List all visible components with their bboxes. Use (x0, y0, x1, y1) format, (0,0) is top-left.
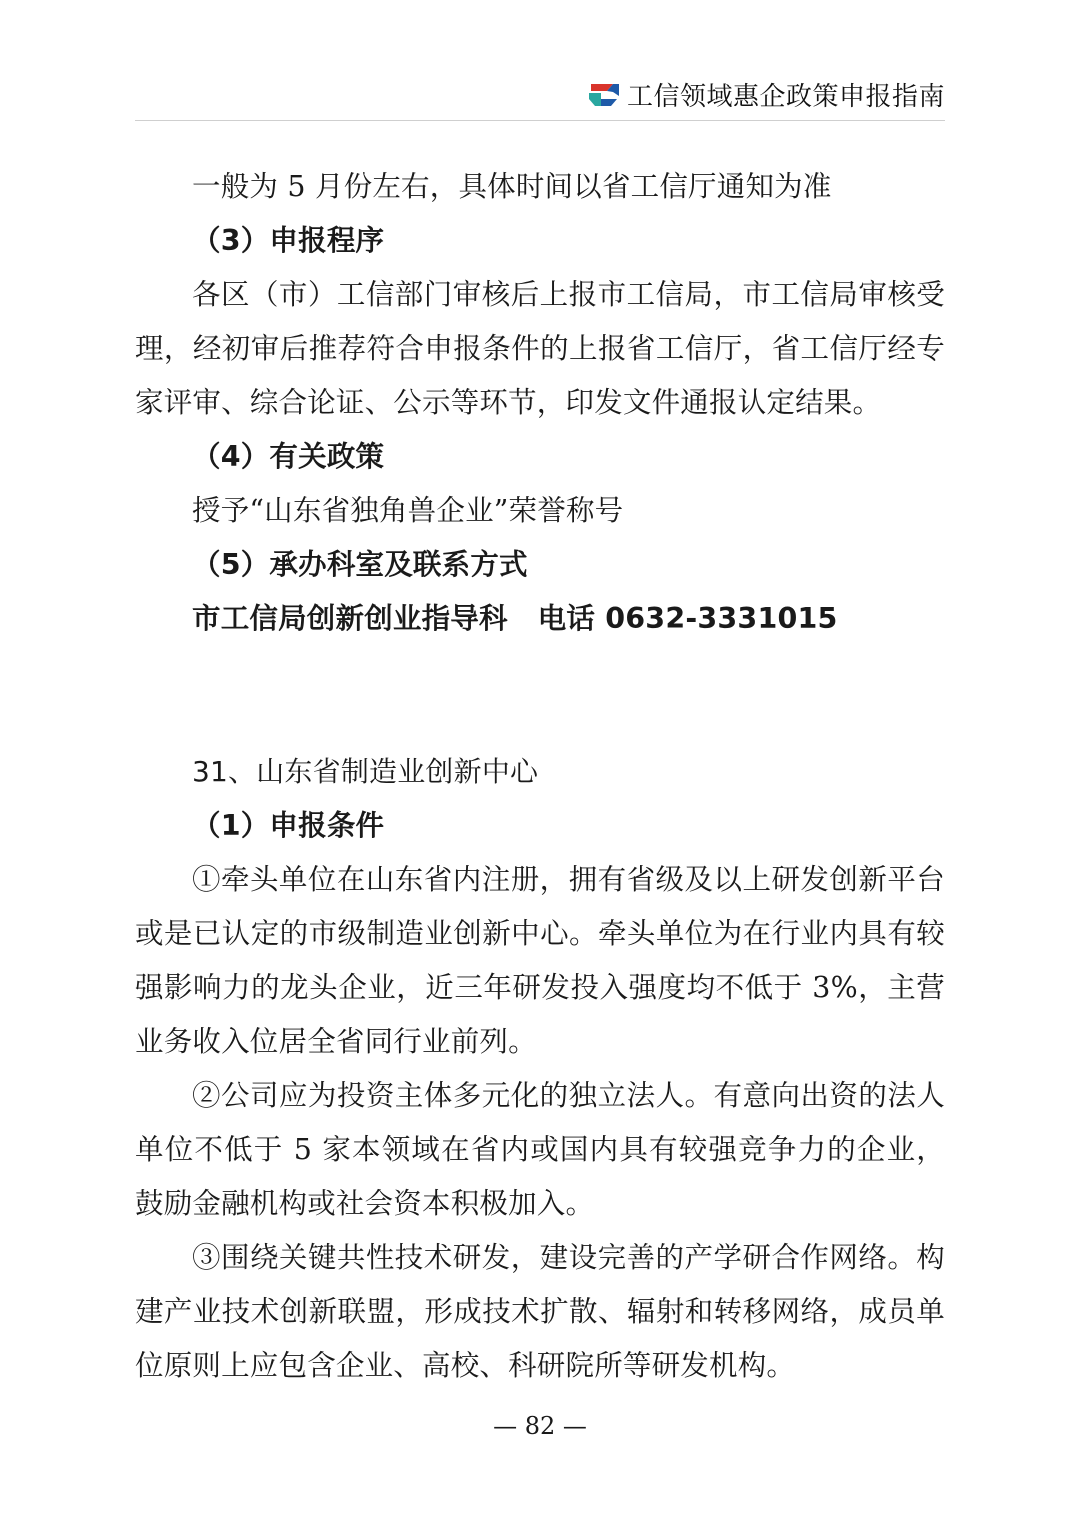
page-body (135, 160, 945, 1393)
item-title: 31、山东省制造业创新中心 (192, 755, 539, 788)
condition-paragraph: ①牵头单位在山东省内注册，拥有省级及以上研发创新平台或是已认定的市级制造业创新中心。牵头单位为在行业内具有较强影响力的龙头企业，近三年研发投入强度均不低于 3%，主营业务收入位居全省同行业前列。 (135, 863, 945, 1058)
page-number: — 82 — (493, 1412, 587, 1440)
contact-phone: 电话 0632-3331015 (537, 602, 838, 635)
body-line: 一般为 5 月份左右，具体时间以省工信厅通知为准 (192, 170, 832, 203)
section-heading: （3）申报程序 (192, 224, 385, 257)
contact-office: 市工信局创新创业指导科 (192, 602, 508, 635)
header-divider (135, 120, 945, 121)
page-header (587, 76, 945, 113)
condition-paragraph: ②公司应为投资主体多元化的独立法人。有意向出资的法人单位不低于 5 家本领域在省内或国内具有较强竞争力的企业，鼓励金融机构或社会资本积极加入。 (135, 1079, 945, 1220)
body-paragraph: 各区（市）工信部门审核后上报市工信局，市工信局审核受理，经初审后推荐符合申报条件的上报省工信厅，省工信厅经专家评审、综合论证、公示等环节，印发文件通报认定结果。 (135, 278, 945, 419)
section-heading: （5）承办科室及联系方式 (192, 548, 528, 581)
body-line: 授予“山东省独角兽企业”荣誉称号 (192, 494, 624, 527)
section-gap (135, 646, 945, 745)
section-heading: （1）申报条件 (192, 809, 385, 842)
document-series-title: 工信领域惠企政策申报指南 (626, 82, 945, 112)
section-heading: （4）有关政策 (192, 440, 385, 473)
contact-line (135, 592, 945, 646)
folded-arrow-logo-icon (587, 78, 621, 112)
condition-paragraph: ③围绕关键共性技术研发，建设完善的产学研合作网络。构建产业技术创新联盟，形成技术扩散、辐射和转移网络，成员单位原则上应包含企业、高校、科研院所等研发机构。 (135, 1241, 945, 1382)
